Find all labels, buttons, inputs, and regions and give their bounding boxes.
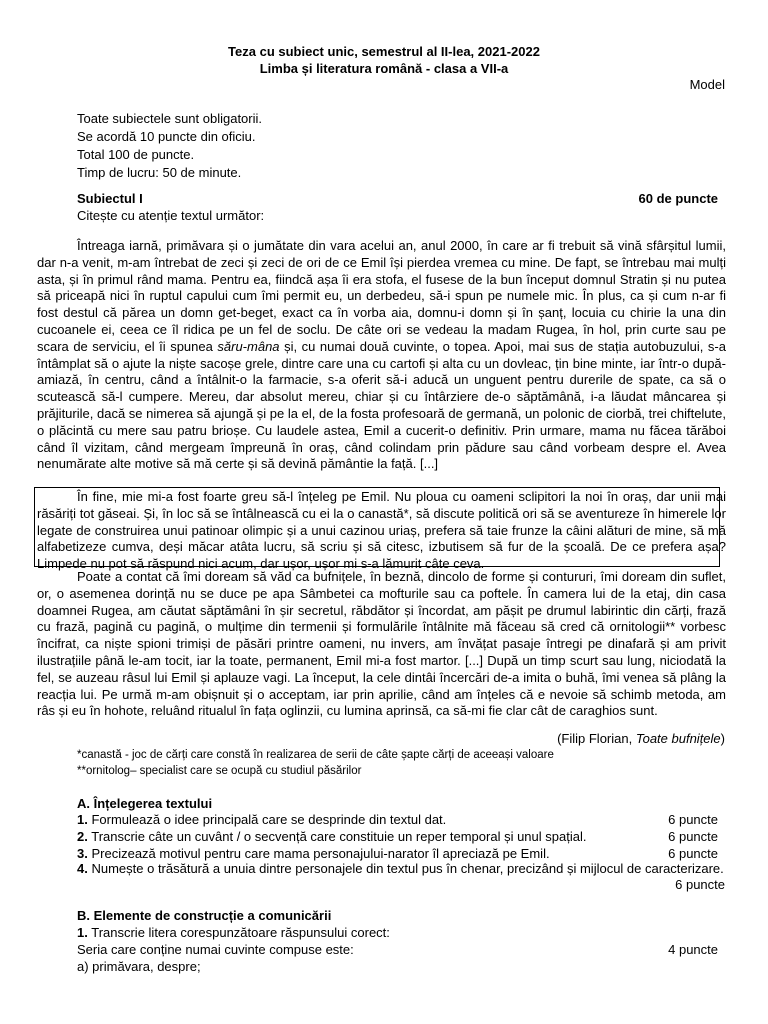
footnote: **ornitolog– specialist care se ocupă cu studiul păsărilor <box>77 765 362 777</box>
question-row-4: 4. Numește o trăsătură a unuia dintre personajele din textul pus în chenar, precizând și mijlocul de caracterizare. <box>77 861 724 876</box>
rule-line: Se acordă 10 puncte din oficiu. <box>77 129 256 144</box>
rule-line: Timp de lucru: 50 de minute. <box>77 165 242 180</box>
question-points: 6 puncte <box>668 846 718 861</box>
model-label: Model <box>689 77 725 92</box>
question-prompt: Seria care conține numai cuvinte compuse este: <box>77 942 354 957</box>
section-title: Subiectul I <box>77 191 143 206</box>
question-points: 6 puncte <box>675 877 725 892</box>
reading-instruction: Citește cu atenție textul următor: <box>77 208 265 223</box>
question-row: 1. Transcrie litera corespunzătoare răspunsului corect: <box>77 925 390 940</box>
footnote: *canastă - joc de cărți care constă în realizarea de serii de câte șapte cărți de aceeași valoare <box>77 749 554 761</box>
section-b-title: B. Elemente de construcție a comunicării <box>77 908 332 923</box>
question-row: 1. Formulează o idee principală care se desprinde din textul dat. 6 puncte <box>77 812 718 827</box>
question-row: 2. Transcrie câte un cuvânt / o secvență care constituie un reper temporal și unul spațial. 6 puncte <box>77 829 718 844</box>
text-paragraph-1: Întreaga iarnă, primăvara și o jumătate din vara acelui an, anul 2000, în care ar fi trebuit să vină sfârșitul lumii, dar n-a venit, m-am întrebat de zeci și zeci de ori de ce Emil își pierdea vremea cu mine. De fapt, se întrebau mai mulți asta, și în primul rând mama. Pentru ea, fiindcă așa îi era stofa, el fusese de la bun început domnul Stratin și nu putea să priceapă nici în ruptul capului cum îmi permit eu, un derbedeu, să-i spun pe numele mic. În plus, ca și cum n-ar fi fost destul că părea un domn get-beget, exact ca în vorba aia, domnu-i domn și în șanț, locuia cu chirie la una din cucoanele ei, ceea ce îl ridica pe un fel de soclu. De câte ori se vedeau la madam Rugea, în hol, prin curte sau pe scara de serviciu, el îi spunea săru-mâna și, cu numai două cuvinte, o topea. Apoi, mai sus de stația autobuzului, s-a întâmplat să o ajute la niște sacoșe grele, dintre care una cu cartofi și alta cu un dovleac, țin bine minte, iar într-o după-amiază, în centru, când a întâlnit-o la farmacie, s-a oferit să-i aducă un unguent pentru durerile de spate, ca să o scutească să-l cumpere. Mereu, dar absolut mereu, chiar și cu întârziere de-o săptămână, i-a lăudat mâncarea și prăjiturile, dacă se nimerea să ajungă și pe la el, de la fosta profesoară de germană, un polonic de ciorbă, trei chiftelute, o plăcintă cu mere sau patru brioșe. Cu laudele astea, Emil a cucerit-o definitiv. Prin urmare, mama nu făcea tărăboi când îl vizitam, când mergeam împreună în oraș, când colindam prin pădure sau când vorbeam despre el. Avea nenumărate alte motive să mă certe și să devină pământie la față. [...] <box>37 238 726 472</box>
question-points: 6 puncte <box>668 812 718 827</box>
text-source: (Filip Florian, Toate bufnițele) <box>557 731 725 746</box>
exam-rules <box>77 110 262 182</box>
answer-option: a) primăvara, despre; <box>77 959 201 974</box>
question-points: 4 puncte <box>668 942 718 957</box>
question-row: 3. Precizează motivul pentru care mama personajului-narator îl apreciază pe Emil. 6 puncte <box>77 846 718 861</box>
rule-line: Toate subiectele sunt obligatorii. <box>77 111 263 126</box>
section-heading <box>77 191 718 206</box>
section-a-title: A. Înțelegerea textului <box>77 796 213 811</box>
rule-line: Total 100 de puncte. <box>77 147 195 162</box>
document-subtitle: Limba și literatura română - clasa a VII-a <box>259 61 509 76</box>
section-points: 60 de puncte <box>638 191 718 206</box>
document-title: Teza cu subiect unic, semestrul al II-lea, 2021-2022 <box>228 44 540 59</box>
text-paragraph-2-framed: În fine, mie mi-a fost foarte greu să-l înțeleg pe Emil. Nu ploua cu oameni sclipitori la noi în oraș, dar unii mai răsăriți tot găseai. Și, în loc să se întâlnească cu ei la o canastă*, să discute politică ori să se aventureze în himerele lor legate de construirea unui patinoar olimpic și a unui cazinou uriaș, prefera să taie frunze la câini alături de mine, să mă alfabetizeze cumva, deși măcar atâta lucru, să scriu și să citesc, izbutisem să fur de la școală. De ce prefera așa? Limpede nu pot să răspund nici acum, dar ușor, ușor mi s-a lămurit câte ceva. <box>37 489 726 572</box>
question-points: 6 puncte <box>668 829 718 844</box>
text-paragraph-3: Poate a contat că îmi doream să văd ca bufnițele, în beznă, dincolo de forme și contururi, îmi doream din suflet, or, o asemenea dorință nu se duce pe apa Sâmbetei ca mofturile sau ca poftele. În camera lui de la etaj, din casa doamnei Rugea, am căutat săptămâni în șir secretul, răbdător și încordat, am pășit pe drumul labirintic din cărți, frază cu frază, pagină cu pagină, o mulțime din termenii și formulările întâlnite mă făceau să cred că ornitologii** vorbesc încifrat, ca niște spioni trimiși de păsări printre oameni, nu invers, am învățat pasaje întregi pe dinafară și am privit ilustrațiile până le-am tocit, iar la toate, permanent, Emil mi-a fost martor. [...] După un timp scurt sau lung, niciodată la fel, se auzeau râsul lui Emil și aplauze vagi. La început, la cele dintâi încercări de-a imita o buhă, îmi venea să plâng la reacția lui. Pe urmă m-am obișnuit și o acceptam, iar prin aprilie, când am înțeles că e nevoie să schimb metoda, am râs și eu în hohote, reluând ritualul în fața oglinzii, cu lumina aprinsă, ca să-mi fie clar cât de caraghios sunt. <box>37 569 726 719</box>
